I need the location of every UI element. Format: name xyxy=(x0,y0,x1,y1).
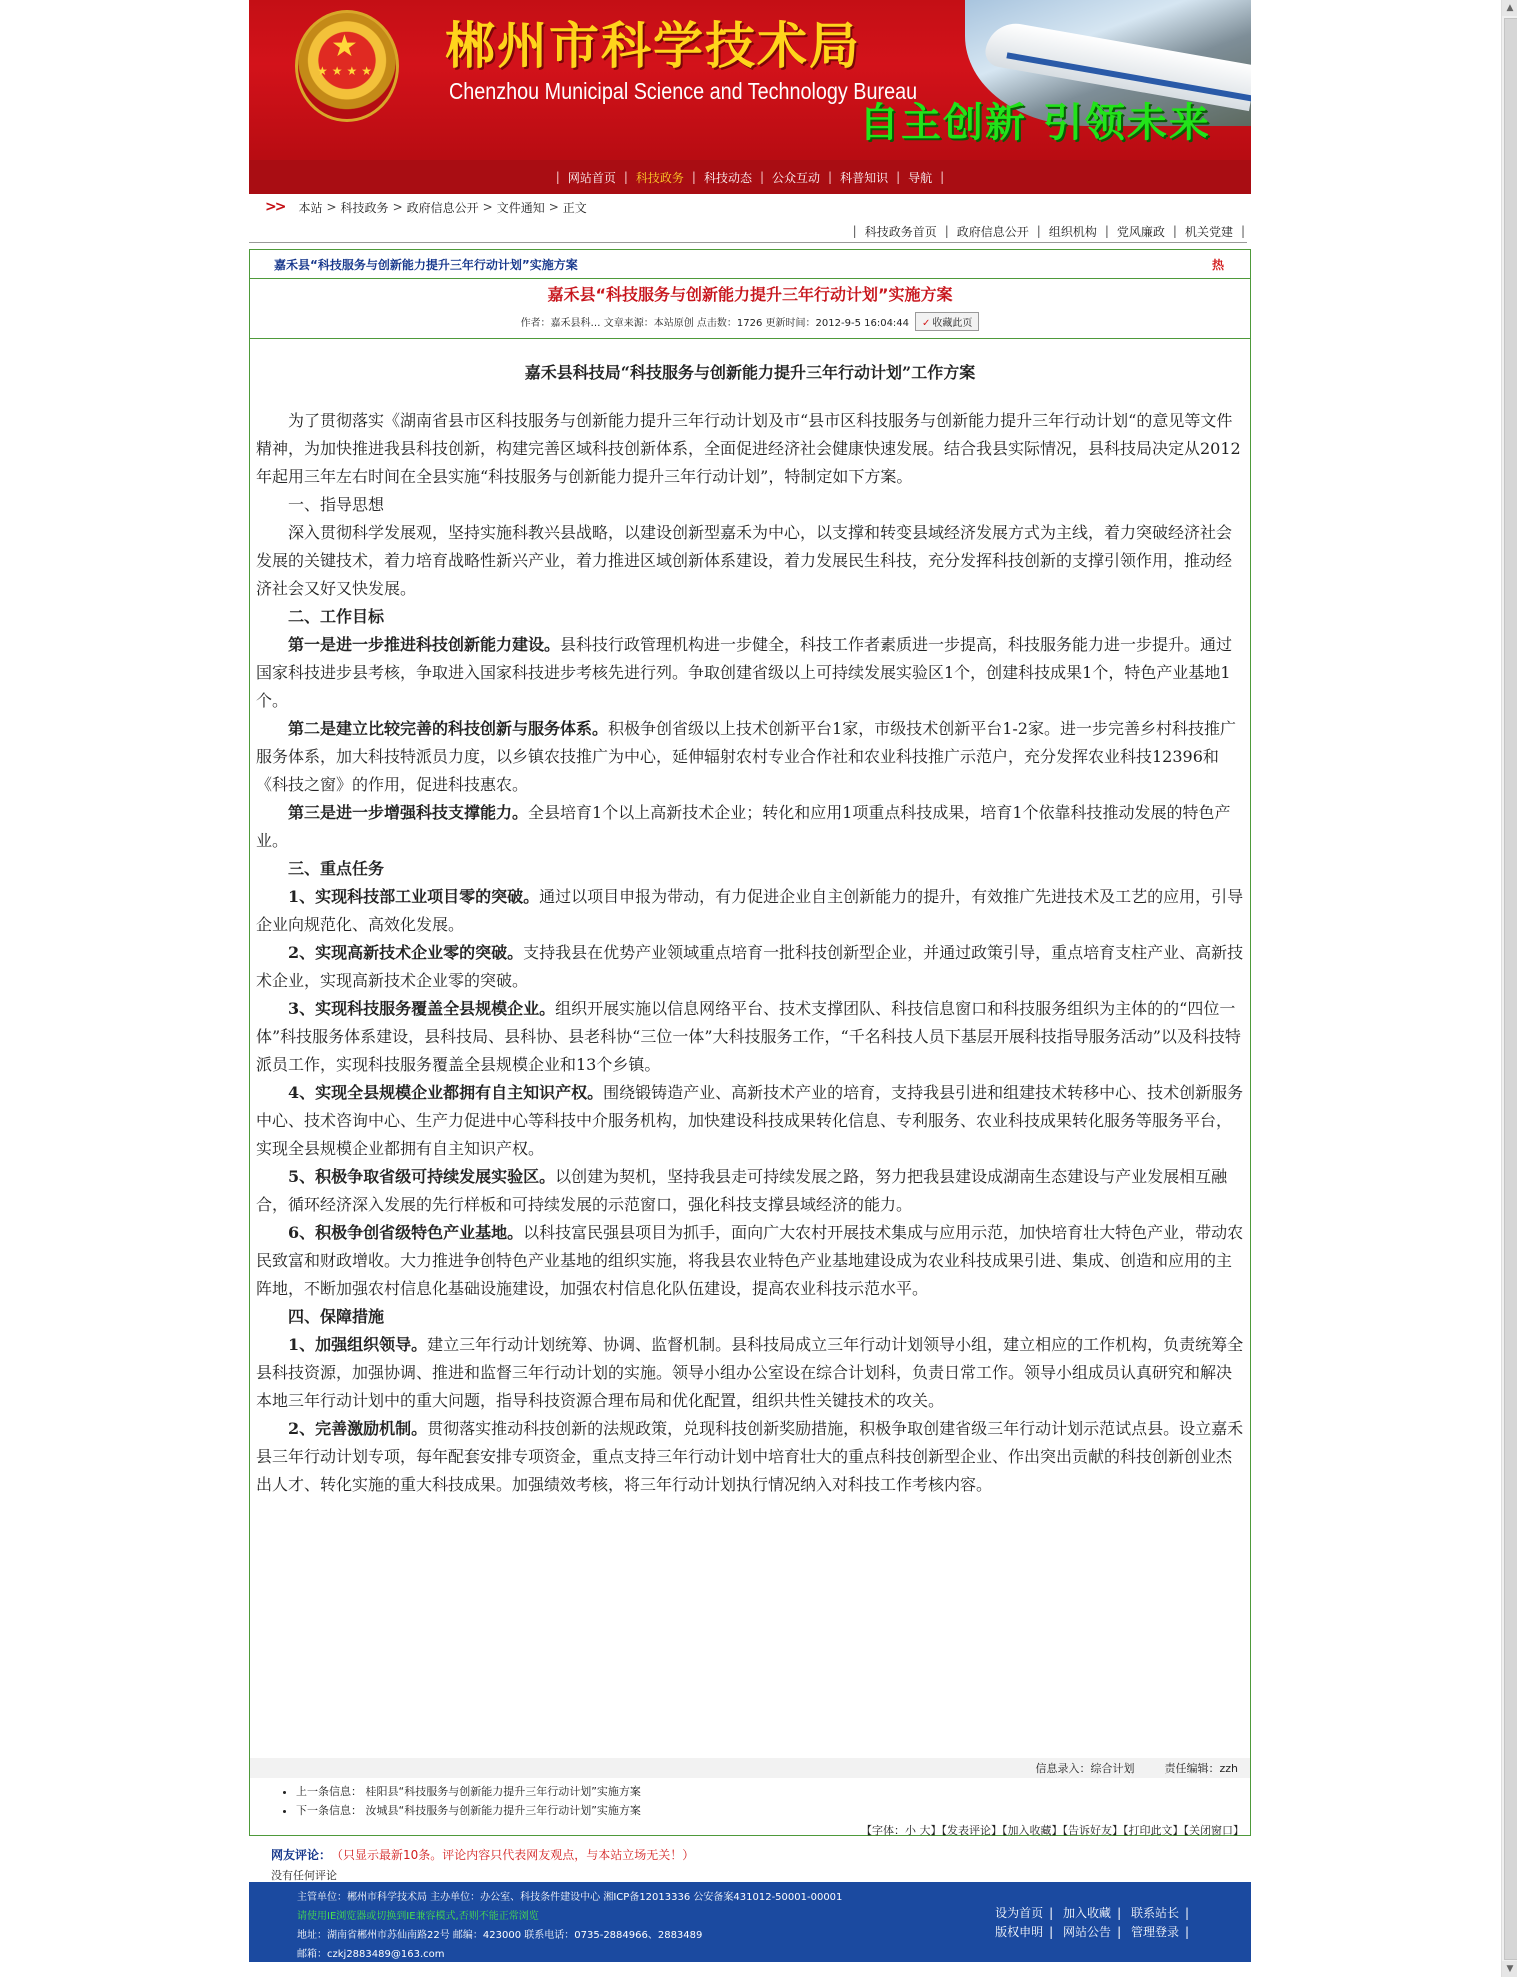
main-nav: | 网站首页 | 科技政务 | 科技动态 | 公众互动 | 科普知识 | 导航 | xyxy=(249,160,1251,194)
favorite-label: 收藏此页 xyxy=(932,317,973,329)
breadcrumb-item[interactable]: 科技政务 xyxy=(340,200,389,215)
article-meta-text: 作者：嘉禾县科… 文章来源：本站原创 点击数：1726 更新时间：2012-9-5 16:04:44 xyxy=(520,317,910,329)
breadcrumb: >> 本站 > 科技政务 > 政府信息公开 > 文件通知 > 正文 xyxy=(265,199,587,215)
double-chevron-icon: >> xyxy=(265,199,285,215)
paragraph: 3、实现科技服务覆盖全县规模企业。组织开展实施以信息网络平台、技术支撑团队、科技信息窗口和科技服务组织为主体的的“四位一体”科技服务体系建设，县科技局、县科协、县老科协“三位一体”大科技服务工作，“千名科技人员下基层开展科技指导服务活动”以及科技特派员工作，实现科技服务覆盖全县规模企业和13个乡镇。 xyxy=(256,999,1241,1074)
nav-item-science[interactable]: 科普知识 xyxy=(840,170,889,185)
comments-empty: 没有任何评论 xyxy=(271,1869,337,1882)
divider xyxy=(250,338,1250,339)
national-emblem-icon: ★ ★★★★ xyxy=(295,10,399,122)
announcement-link[interactable]: 网站公告 xyxy=(1063,1925,1112,1939)
site-banner xyxy=(249,0,1251,160)
scroll-down-icon[interactable]: ▼ xyxy=(1502,1961,1517,1977)
section-heading: 一、指导思想 xyxy=(288,495,385,514)
paragraph: 为了贯彻落实《湖南省县市区科技服务与创新能力提升三年行动计划及市“县市区科技服务与创新能力提升三年行动计划“的意见等文件精神，为加快推进我县科技创新，构建完善区域科技创新体系，全面促进经济社会健康快速发展。结合我县实际情况，县科技局决定从2012年起用三年左右时间在全县实施“科技服务与创新能力提升三年行动计划”，特制定如下方案。 xyxy=(256,411,1241,486)
footer-browser-note: 请使用IE浏览器或切换到IE兼容模式,否则不能正常浏览 xyxy=(297,1911,539,1922)
article-header-bar xyxy=(250,250,1250,279)
paragraph: 1、加强组织领导。建立三年行动计划统筹、协调、监督机制。县科技局成立三年行动计划领导小组，建立相应的工作机构，负责统筹全县科技资源，加强协调、推进和监督三年行动计划的实施。领导小组办公室设在综合计划科，负责日常工作。领导小组成员认真研究和解决本地三年行动计划中的重大问题，指导科技资源合理布局和优化配置，组织共性关键技术的攻关。 xyxy=(256,1335,1244,1410)
set-homepage-link[interactable]: 设为首页 xyxy=(995,1906,1044,1920)
article-content xyxy=(250,359,1250,1499)
check-icon: ✓ xyxy=(922,317,931,329)
nav-item-news[interactable]: 科技动态 xyxy=(703,170,752,185)
scroll-up-icon[interactable]: ▲ xyxy=(1502,0,1517,16)
site-footer xyxy=(249,1882,1251,1962)
admin-login-link[interactable]: 管理登录 xyxy=(1130,1925,1179,1939)
footer-email: 邮箱：czkj2883489@163.com xyxy=(297,1949,445,1960)
breadcrumb-item[interactable]: 政府信息公开 xyxy=(406,200,479,215)
subnav-item[interactable]: 组织机构 xyxy=(1048,224,1097,239)
editor-bar xyxy=(250,1758,1250,1778)
nav-item-guide[interactable]: 导航 xyxy=(908,170,933,185)
hot-badge: 热 xyxy=(1211,257,1224,272)
section-heading: 四、保障措施 xyxy=(288,1307,385,1326)
paragraph: 第三是进一步增强科技支撑能力。全县培育1个以上高新技术企业；转化和应用1项重点科技成果，培育1个依靠科技推动发展的特色产业。 xyxy=(256,803,1231,850)
nav-item-affairs[interactable]: 科技政务 xyxy=(635,170,684,185)
contact-admin-link[interactable]: 联系站长 xyxy=(1130,1906,1179,1920)
breadcrumb-item[interactable]: 文件通知 xyxy=(496,200,545,215)
section-heading: 三、重点任务 xyxy=(288,859,385,878)
subnav-item[interactable]: 党风廉政 xyxy=(1116,224,1165,239)
paragraph: 1、实现科技部工业项目零的突破。通过以项目申报为带动，有力促进企业自主创新能力的提升，有效推广先进技术及工艺的应用，引导企业向规范化、高效化发展。 xyxy=(256,887,1244,934)
paragraph: 5、积极争取省级可持续发展实验区。以创建为契机，坚持我县走可持续发展之路，努力把我县建设成湖南生态建设与产业发展相互融合，循环经济深入发展的先行样板和可持续发展的示范窗口，强化科技支撑县域经济的能力。 xyxy=(256,1167,1228,1214)
site-slogan: 自主创新 引领未来 xyxy=(859,100,1211,146)
add-favorite-link[interactable]: 加入收藏 xyxy=(1063,1906,1112,1920)
article-meta xyxy=(250,311,1250,331)
section-heading: 二、工作目标 xyxy=(288,607,385,626)
article-title: 嘉禾县“科技服务与创新能力提升三年行动计划”实施方案 xyxy=(547,285,953,304)
paragraph: 第一是进一步推进科技创新能力建设。县科技行政管理机构进一步健全，科技工作者素质进一步提高，科技服务能力进一步提升。通过国家科技进步县考核，争取进入国家科技进步考核先进行列。争取创建省级以上可持续发展实验区1个，创建科技成果1个，特色产业基地1个。 xyxy=(256,635,1233,710)
breadcrumb-current: 正文 xyxy=(562,200,587,215)
paragraph: 第二是建立比较完善的科技创新与服务体系。积极争创省级以上技术创新平台1家，市级技术创新平台1-2家。进一步完善乡村科技推广服务体系，加大科技特派员力度，以乡镇农技推广为中心，延伸辐射农村专业合作社和农业科技推广示范户，充分发挥农业科技12396和《科技之窗》的作用，促进科技惠农。 xyxy=(256,719,1236,794)
document-title: 嘉禾县科技局“科技服务与创新能力提升三年行动计划”工作方案 xyxy=(524,363,976,382)
comments-section xyxy=(249,1846,1251,1883)
comments-title: 网友评论： （只显示最新10条。评论内容只代表网友观点，与本站立场无关！） xyxy=(271,1848,695,1862)
footer-links: 设为首页 | 加入收藏 | 联系站长 | 版权申明 | 网站公告 | 管理登录 | xyxy=(991,1904,1191,1942)
copyright-link[interactable]: 版权申明 xyxy=(995,1925,1044,1939)
breadcrumb-item[interactable]: 本站 xyxy=(298,200,323,215)
editor-name: 责任编辑：zzh xyxy=(1164,1762,1238,1775)
paragraph: 2、完善激励机制。贯彻落实推动科技创新的法规政策，兑现科技创新奖励措施，积极争取创建省级三年行动计划示范试点县。设立嘉禾县三年行动计划专项，每年配套安排专项资金，重点支持三年行动计划中培育壮大的重点科技创新型企业、作出突出贡献的科技创新创业杰出人才、转化实施的重大科技成果。加强绩效考核，将三年行动计划执行情况纳入对科技工作考核内容。 xyxy=(256,1419,1244,1494)
comments-note: （只显示最新10条。评论内容只代表网友观点，与本站立场无关！） xyxy=(337,1848,695,1862)
page xyxy=(249,0,1251,1883)
subnav-item[interactable]: 机关党建 xyxy=(1184,224,1233,239)
footer-address: 地址：湖南省郴州市苏仙南路22号 邮编：423000 联系电话：0735-2884966、2883489 xyxy=(297,1930,703,1941)
article-frame xyxy=(249,249,1251,1836)
article-tools[interactable]: 【字体：小 大】【发表评论】【加入收藏】【告诉好友】【打印此文】【关闭窗口】 xyxy=(861,1824,1244,1837)
favorite-button[interactable] xyxy=(915,312,979,331)
footer-sponsor: 主管单位：郴州市科学技术局 主办单位：办公室、科技条件建设中心 湘ICP备12013336 公安备案431012-50001-00001 xyxy=(297,1892,843,1903)
subnav-item[interactable]: 政府信息公开 xyxy=(956,224,1029,239)
sub-nav: | 科技政务首页 | 政府信息公开 | 组织机构 | 党风廉政 | 机关党建 | xyxy=(249,220,1247,243)
article-footer xyxy=(250,1758,1250,1838)
paragraph: 6、积极争创省级特色产业基地。以科技富民强县项目为抓手，面向广大农村开展技术集成与应用示范，加快培育壮大特色产业，带动农民致富和财政增收。大力推进争创特色产业基地的组织实施，将我县农业特色产业基地建设成为农业科技成果引进、集成、创造和应用的主阵地，不断加强农村信息化基础设施建设，加强农村信息化队伍建设，提高农业科技示范水平。 xyxy=(256,1223,1244,1298)
vertical-scrollbar[interactable] xyxy=(1501,0,1517,1977)
paragraph: 4、实现全县规模企业都拥有自主知识产权。围绕锻铸造产业、高新技术产业的培育，支持我县引进和组建技术转移中心、技术创新服务中心、技术咨询中心、生产力促进中心等科技中介服务机构，加快建设科技成果转化信息、专利服务、农业科技成果转化服务等服务平台，实现全县规模企业都拥有自主知识产权。 xyxy=(256,1083,1244,1158)
nav-item-interaction[interactable]: 公众互动 xyxy=(772,170,821,185)
nav-item-home[interactable]: 网站首页 xyxy=(567,170,616,185)
scrollbar-thumb[interactable] xyxy=(1504,18,1517,1960)
site-title-cn: 郴州市科学技术局 xyxy=(445,16,861,75)
site-title-en: Chenzhou Municipal Science and Technology Bureau xyxy=(449,78,918,104)
prev-article-link[interactable]: • 上一条信息： 桂阳县“科技服务与创新能力提升三年行动计划”实施方案 xyxy=(296,1782,1250,1801)
paragraph: 2、实现高新技术企业零的突破。支持我县在优势产业领域重点培育一批科技创新型企业，并通过政策引导，重点培育支柱产业、高新技术企业，实现高新技术企业零的突破。 xyxy=(256,943,1244,990)
entry-by: 信息录入：综合计划 xyxy=(1035,1762,1135,1775)
article-header-title: 嘉禾县“科技服务与创新能力提升三年行动计划”实施方案 xyxy=(274,257,578,272)
subnav-item[interactable]: 科技政务首页 xyxy=(864,224,937,239)
next-article-link[interactable]: • 下一条信息： 汝城县“科技服务与创新能力提升三年行动计划”实施方案 xyxy=(296,1801,1250,1820)
paragraph: 深入贯彻科学发展观，坚持实施科教兴县战略，以建设创新型嘉禾为中心，以支撑和转变县域经济发展方式为主线，着力突破经济社会发展的关键技术，着力培育战略性新兴产业，着力推进区域创新体系建设，着力发展民生科技，充分发挥科技创新的支撑引领作用，推动经济社会又好又快发展。 xyxy=(256,523,1233,598)
